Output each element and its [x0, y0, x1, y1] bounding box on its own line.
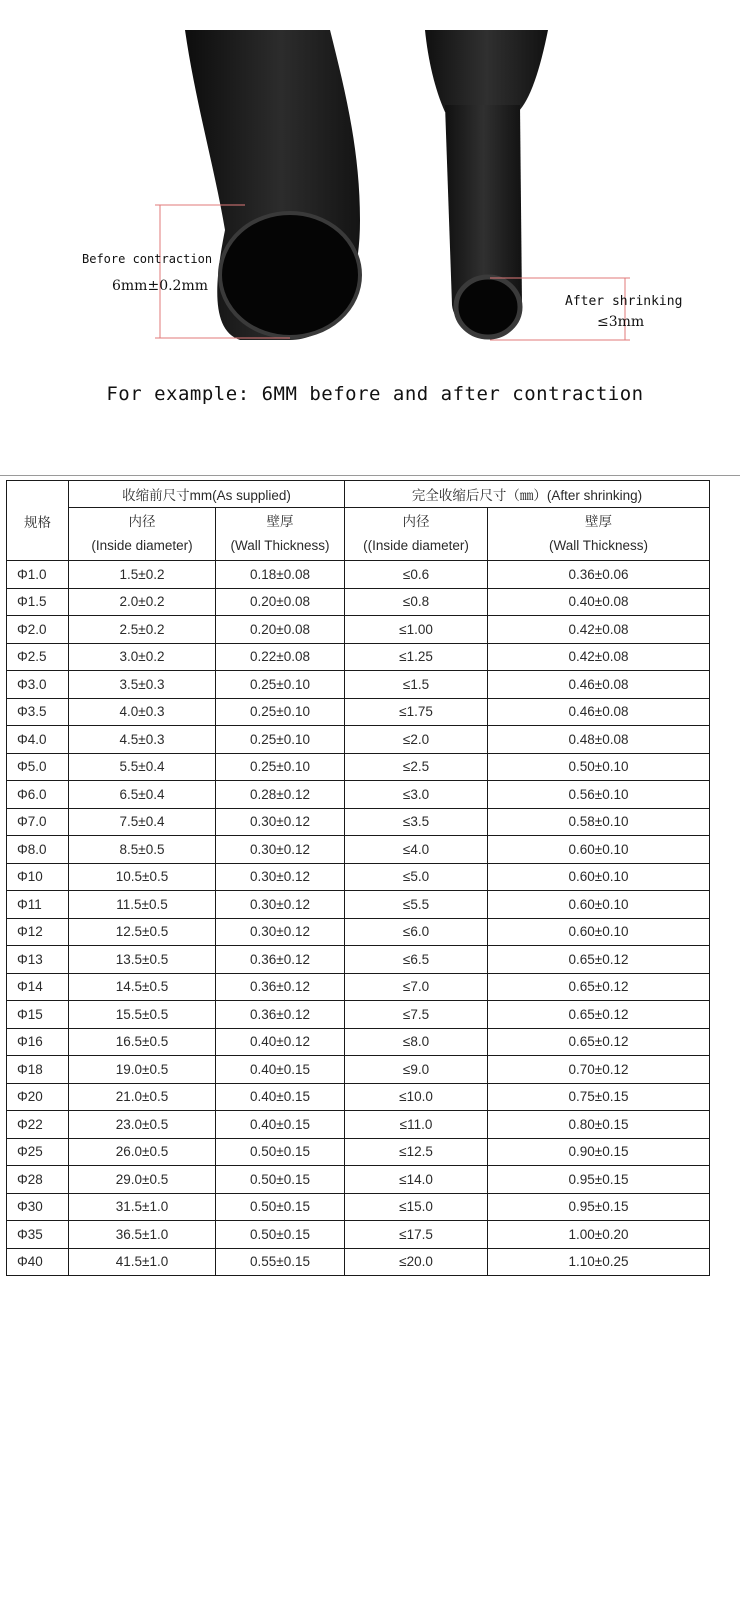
table-row — [7, 946, 710, 974]
supplied-wall-thickness-cell: 0.18±0.08 — [216, 561, 345, 589]
spec-cell: Φ12 — [7, 918, 69, 946]
after-inside-diameter-cell: ≤5.5 — [345, 891, 488, 919]
supplied-inside-diameter-cell: 19.0±0.5 — [69, 1056, 216, 1084]
after-inside-diameter-cell: ≤15.0 — [345, 1193, 488, 1221]
after-inside-diameter-cell: ≤8.0 — [345, 1028, 488, 1056]
spec-cell: Φ11 — [7, 891, 69, 919]
after-wall-thickness-cell: 0.95±0.15 — [488, 1166, 710, 1194]
after-wall-thickness-cell: 0.65±0.12 — [488, 1001, 710, 1029]
after-inside-diameter-cell: ≤1.25 — [345, 643, 488, 671]
spec-cell: Φ30 — [7, 1193, 69, 1221]
spec-cell: Φ7.0 — [7, 808, 69, 836]
after-inside-diameter-cell: ≤10.0 — [345, 1083, 488, 1111]
after-wall-thickness-cell: 0.56±0.10 — [488, 781, 710, 809]
supplied-inside-diameter-cell: 15.5±0.5 — [69, 1001, 216, 1029]
after-wall-thickness-cell: 0.60±0.10 — [488, 836, 710, 864]
supplied-inside-diameter-cell: 29.0±0.5 — [69, 1166, 216, 1194]
after-wall-thickness-cell: 0.60±0.10 — [488, 891, 710, 919]
spec-cell: Φ16 — [7, 1028, 69, 1056]
spec-cell: Φ22 — [7, 1111, 69, 1139]
spec-cell: Φ20 — [7, 1083, 69, 1111]
supplied-wall-thickness-cell: 0.20±0.08 — [216, 588, 345, 616]
after-inside-diameter-cell: ≤0.8 — [345, 588, 488, 616]
table-row — [7, 1248, 710, 1276]
supplied-inside-diameter-cell: 4.5±0.3 — [69, 726, 216, 754]
table-row — [7, 1138, 710, 1166]
after-inside-diameter-cell: ≤7.0 — [345, 973, 488, 1001]
supplied-wall-thickness-cell: 0.30±0.12 — [216, 808, 345, 836]
after-shrinking-label: After shrinking — [565, 294, 683, 309]
header-en: (Wall Thickness) — [548, 538, 648, 553]
spec-cell: Φ1.5 — [7, 588, 69, 616]
table-row — [7, 836, 710, 864]
after-shrinking-header: 完全收缩后尺寸（㎜）(After shrinking) — [345, 481, 710, 508]
header-en: (Wall Thickness) — [230, 538, 330, 553]
table-row — [7, 616, 710, 644]
after-wall-thickness-cell: 0.90±0.15 — [488, 1138, 710, 1166]
supplied-inside-diameter-cell: 13.5±0.5 — [69, 946, 216, 974]
table-row — [7, 1166, 710, 1194]
supplied-inside-diameter-cell: 10.5±0.5 — [69, 863, 216, 891]
header-en: ((Inside diameter) — [363, 538, 469, 553]
supplied-inside-diameter-cell: 14.5±0.5 — [69, 973, 216, 1001]
supplied-wall-thickness-cell: 0.40±0.12 — [216, 1028, 345, 1056]
spec-cell: Φ40 — [7, 1248, 69, 1276]
example-caption: For example: 6MM before and after contraction — [106, 383, 644, 405]
header-cn: 内径 — [128, 514, 156, 529]
before-contraction-value: 6mm±0.2mm — [112, 278, 209, 294]
table-row — [7, 891, 710, 919]
after-wall-thickness-cell: 0.80±0.15 — [488, 1111, 710, 1139]
supplied-wall-thickness-cell: 0.30±0.12 — [216, 918, 345, 946]
spec-cell: Φ28 — [7, 1166, 69, 1194]
supplied-inside-diameter-cell: 2.0±0.2 — [69, 588, 216, 616]
after-wall-thickness-cell: 1.10±0.25 — [488, 1248, 710, 1276]
supplied-wall-thickness-cell: 0.40±0.15 — [216, 1083, 345, 1111]
supplied-inside-diameter-cell: 7.5±0.4 — [69, 808, 216, 836]
after-wall-thickness-cell: 0.40±0.08 — [488, 588, 710, 616]
after-inside-diameter-cell: ≤17.5 — [345, 1221, 488, 1249]
after-wall-thickness-cell: 0.75±0.15 — [488, 1083, 710, 1111]
supplied-inside-diameter-cell: 16.5±0.5 — [69, 1028, 216, 1056]
header-en: (Inside diameter) — [91, 538, 193, 553]
spec-cell: Φ8.0 — [7, 836, 69, 864]
table-row — [7, 561, 710, 589]
after-wall-thickness-header — [488, 508, 710, 561]
supplied-wall-thickness-cell: 0.28±0.12 — [216, 781, 345, 809]
after-wall-thickness-cell: 0.50±0.10 — [488, 753, 710, 781]
supplied-wall-thickness-cell: 0.25±0.10 — [216, 671, 345, 699]
spec-table-body — [7, 561, 710, 1276]
table-row — [7, 1028, 710, 1056]
supplied-wall-thickness-cell: 0.25±0.10 — [216, 726, 345, 754]
spec-cell: Φ14 — [7, 973, 69, 1001]
header-cn: 壁厚 — [266, 514, 294, 529]
table-row — [7, 753, 710, 781]
supplied-wall-thickness-cell: 0.50±0.15 — [216, 1193, 345, 1221]
after-shrinking-value: ≤3mm — [597, 314, 645, 330]
after-inside-diameter-cell: ≤6.5 — [345, 946, 488, 974]
after-inside-diameter-cell: ≤12.5 — [345, 1138, 488, 1166]
header-cn: 内径 — [402, 514, 430, 529]
supplied-wall-thickness-cell: 0.50±0.15 — [216, 1138, 345, 1166]
header-cn: 壁厚 — [585, 514, 612, 529]
after-inside-diameter-cell: ≤20.0 — [345, 1248, 488, 1276]
supplied-inside-diameter-cell: 36.5±1.0 — [69, 1221, 216, 1249]
spec-table — [6, 480, 710, 1276]
after-wall-thickness-cell: 0.58±0.10 — [488, 808, 710, 836]
after-inside-diameter-cell: ≤5.0 — [345, 863, 488, 891]
table-row — [7, 1056, 710, 1084]
after-inside-diameter-cell: ≤7.5 — [345, 1001, 488, 1029]
supplied-wall-thickness-cell: 0.20±0.08 — [216, 616, 345, 644]
product-photo — [0, 0, 750, 350]
after-inside-diameter-cell: ≤1.5 — [345, 671, 488, 699]
after-inside-diameter-cell: ≤3.5 — [345, 808, 488, 836]
supplied-wall-thickness-cell: 0.30±0.12 — [216, 863, 345, 891]
after-wall-thickness-cell: 0.42±0.08 — [488, 643, 710, 671]
tube-before-opening — [220, 213, 360, 337]
after-inside-diameter-cell: ≤1.75 — [345, 698, 488, 726]
table-row — [7, 588, 710, 616]
supplied-inside-diameter-cell: 2.5±0.2 — [69, 616, 216, 644]
after-inside-diameter-header — [345, 508, 488, 561]
before-contraction-label: Before contraction — [82, 252, 213, 266]
after-inside-diameter-cell: ≤3.0 — [345, 781, 488, 809]
supplied-wall-thickness-cell: 0.55±0.15 — [216, 1248, 345, 1276]
supplied-inside-diameter-cell: 1.5±0.2 — [69, 561, 216, 589]
tube-after-opening — [456, 277, 520, 337]
table-row — [7, 918, 710, 946]
spec-header: 规格 — [7, 481, 69, 561]
supplied-wall-thickness-cell: 0.30±0.12 — [216, 836, 345, 864]
supplied-inside-diameter-cell: 11.5±0.5 — [69, 891, 216, 919]
supplied-inside-diameter-cell: 23.0±0.5 — [69, 1111, 216, 1139]
supplied-wall-thickness-cell: 0.22±0.08 — [216, 643, 345, 671]
after-wall-thickness-cell: 0.65±0.12 — [488, 946, 710, 974]
spec-cell: Φ18 — [7, 1056, 69, 1084]
table-row — [7, 1083, 710, 1111]
after-wall-thickness-cell: 0.60±0.10 — [488, 863, 710, 891]
after-inside-diameter-cell: ≤9.0 — [345, 1056, 488, 1084]
table-row — [7, 863, 710, 891]
after-inside-diameter-cell: ≤0.6 — [345, 561, 488, 589]
spec-cell: Φ1.0 — [7, 561, 69, 589]
after-wall-thickness-cell: 0.65±0.12 — [488, 973, 710, 1001]
supplied-inside-diameter-cell: 6.5±0.4 — [69, 781, 216, 809]
table-row — [7, 1111, 710, 1139]
supplied-wall-thickness-cell: 0.40±0.15 — [216, 1111, 345, 1139]
after-wall-thickness-cell: 0.42±0.08 — [488, 616, 710, 644]
supplied-header: 收缩前尺寸mm(As supplied) — [69, 481, 345, 508]
supplied-wall-thickness-cell: 0.30±0.12 — [216, 891, 345, 919]
spec-cell: Φ25 — [7, 1138, 69, 1166]
after-inside-diameter-cell: ≤11.0 — [345, 1111, 488, 1139]
after-wall-thickness-cell: 1.00±0.20 — [488, 1221, 710, 1249]
spec-cell: Φ2.5 — [7, 643, 69, 671]
after-inside-diameter-cell: ≤1.00 — [345, 616, 488, 644]
supplied-wall-thickness-cell: 0.25±0.10 — [216, 753, 345, 781]
table-row — [7, 726, 710, 754]
supplied-inside-diameter-cell: 4.0±0.3 — [69, 698, 216, 726]
after-inside-diameter-cell: ≤6.0 — [345, 918, 488, 946]
table-row — [7, 781, 710, 809]
tube-after-wide — [425, 30, 548, 112]
spec-cell: Φ6.0 — [7, 781, 69, 809]
supplied-inside-diameter-cell: 41.5±1.0 — [69, 1248, 216, 1276]
supplied-inside-diameter-cell: 5.5±0.4 — [69, 753, 216, 781]
after-wall-thickness-cell: 0.46±0.08 — [488, 698, 710, 726]
supplied-inside-diameter-header — [69, 508, 216, 561]
spec-cell: Φ3.0 — [7, 671, 69, 699]
spec-cell: Φ3.5 — [7, 698, 69, 726]
spec-cell: Φ2.0 — [7, 616, 69, 644]
table-row — [7, 698, 710, 726]
supplied-inside-diameter-cell: 3.5±0.3 — [69, 671, 216, 699]
supplied-inside-diameter-cell: 31.5±1.0 — [69, 1193, 216, 1221]
supplied-wall-thickness-cell: 0.36±0.12 — [216, 946, 345, 974]
after-inside-diameter-cell: ≤2.5 — [345, 753, 488, 781]
table-row — [7, 808, 710, 836]
after-wall-thickness-cell: 0.95±0.15 — [488, 1193, 710, 1221]
after-wall-thickness-cell: 0.65±0.12 — [488, 1028, 710, 1056]
after-wall-thickness-cell: 0.70±0.12 — [488, 1056, 710, 1084]
supplied-inside-diameter-cell: 8.5±0.5 — [69, 836, 216, 864]
spec-cell: Φ35 — [7, 1221, 69, 1249]
after-wall-thickness-cell: 0.46±0.08 — [488, 671, 710, 699]
after-inside-diameter-cell: ≤4.0 — [345, 836, 488, 864]
supplied-inside-diameter-cell: 3.0±0.2 — [69, 643, 216, 671]
supplied-wall-thickness-cell: 0.40±0.15 — [216, 1056, 345, 1084]
supplied-inside-diameter-cell: 26.0±0.5 — [69, 1138, 216, 1166]
table-row — [7, 1221, 710, 1249]
after-wall-thickness-cell: 0.36±0.06 — [488, 561, 710, 589]
supplied-wall-thickness-cell: 0.50±0.15 — [216, 1221, 345, 1249]
after-inside-diameter-cell: ≤2.0 — [345, 726, 488, 754]
after-wall-thickness-cell: 0.60±0.10 — [488, 918, 710, 946]
table-row — [7, 1193, 710, 1221]
divider — [0, 475, 740, 476]
supplied-inside-diameter-cell: 12.5±0.5 — [69, 918, 216, 946]
supplied-wall-thickness-cell: 0.36±0.12 — [216, 973, 345, 1001]
table-row — [7, 973, 710, 1001]
after-wall-thickness-cell: 0.48±0.08 — [488, 726, 710, 754]
supplied-wall-thickness-header — [216, 508, 345, 561]
supplied-wall-thickness-cell: 0.50±0.15 — [216, 1166, 345, 1194]
supplied-inside-diameter-cell: 21.0±0.5 — [69, 1083, 216, 1111]
spec-cell: Φ5.0 — [7, 753, 69, 781]
spec-cell: Φ10 — [7, 863, 69, 891]
table-row — [7, 671, 710, 699]
spec-cell: Φ13 — [7, 946, 69, 974]
supplied-wall-thickness-cell: 0.36±0.12 — [216, 1001, 345, 1029]
spec-cell: Φ4.0 — [7, 726, 69, 754]
supplied-wall-thickness-cell: 0.25±0.10 — [216, 698, 345, 726]
after-inside-diameter-cell: ≤14.0 — [345, 1166, 488, 1194]
spec-cell: Φ15 — [7, 1001, 69, 1029]
table-row — [7, 1001, 710, 1029]
table-row — [7, 643, 710, 671]
